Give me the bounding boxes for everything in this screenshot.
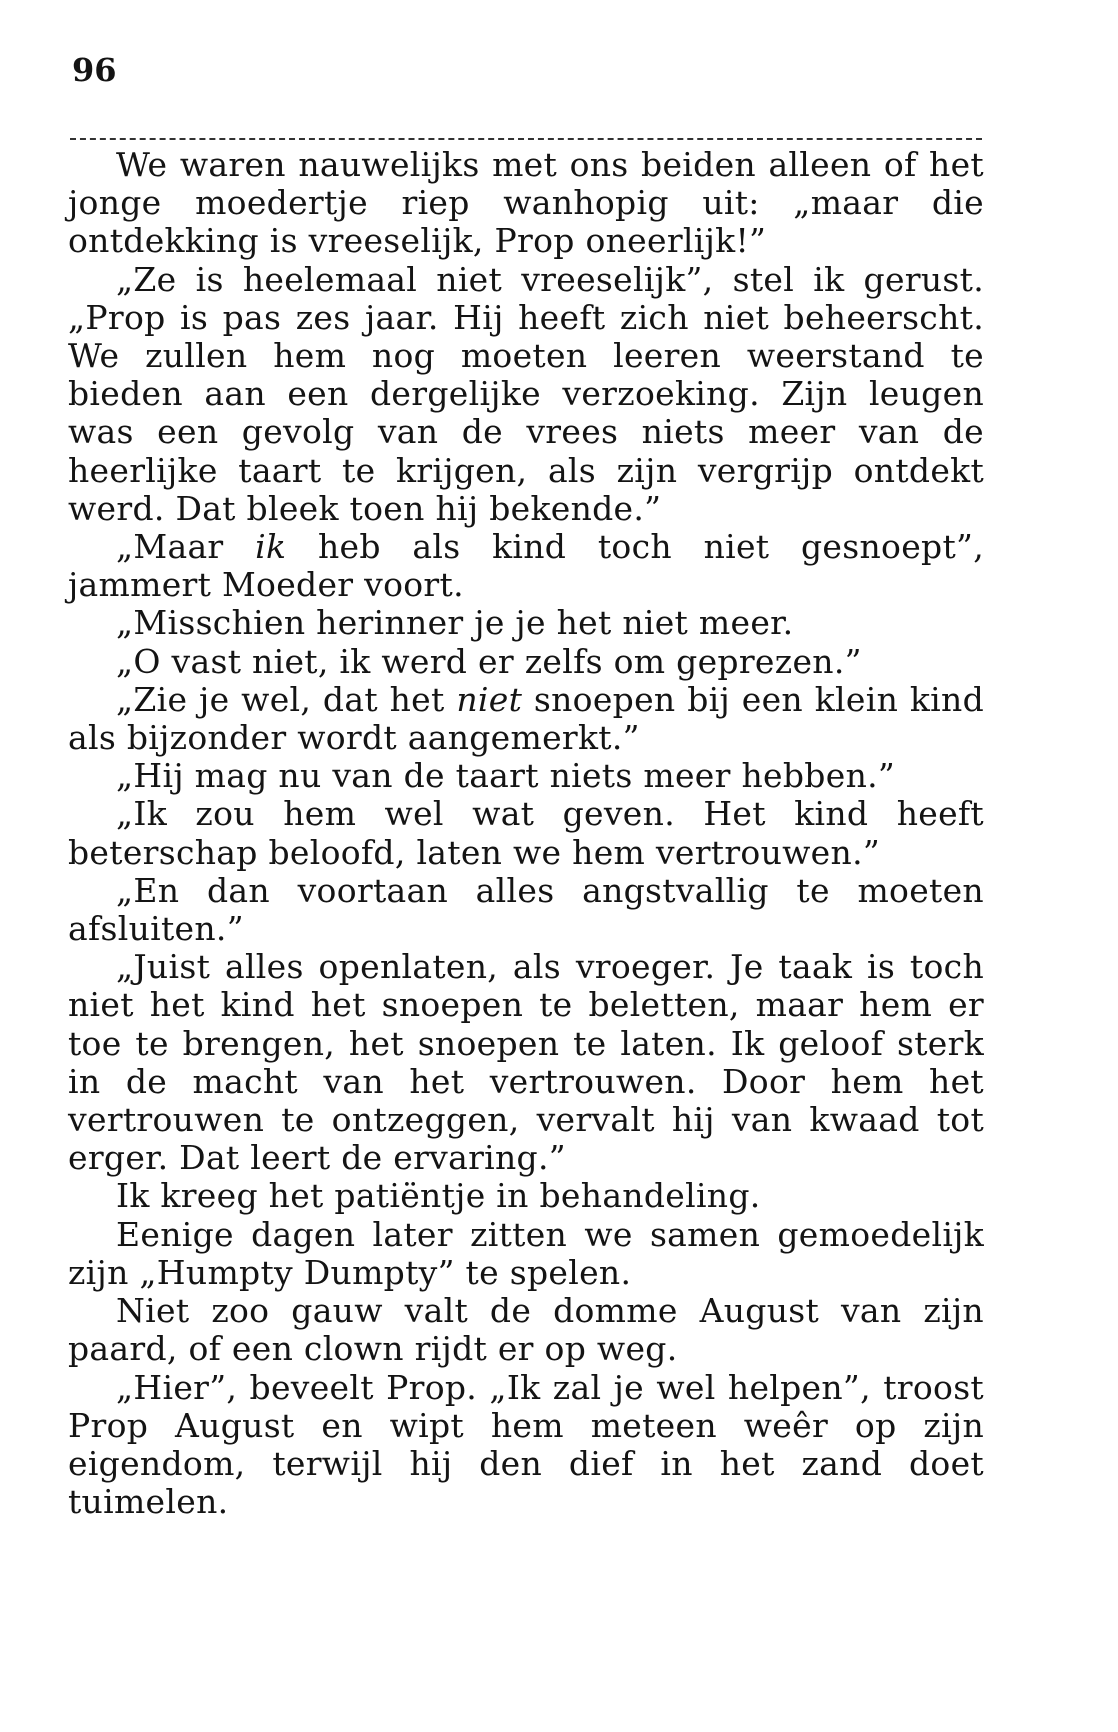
paragraph: „En dan voortaan alles angstvallig te moeten afsluiten.”	[68, 870, 984, 949]
text-run: „Maar	[116, 527, 256, 567]
paragraph	[68, 681, 984, 757]
text-run: snoepen bij een klein kind als bijzonder wordt aangemerkt.”	[68, 679, 984, 758]
text-run: „Zie je wel, dat het	[116, 679, 457, 719]
dashed-separator	[70, 138, 982, 140]
page-number: 96	[72, 51, 117, 89]
paragraph: Niet zoo gauw valt de domme August van zijn paard, of een clown rijdt er op weg.	[68, 1291, 984, 1369]
emphasis: ik	[255, 527, 287, 567]
emphasis: niet	[456, 679, 523, 719]
paragraph: „O vast niet, ik werd er zelfs om geprezen.”	[116, 641, 862, 681]
paragraph: „Juist alles openlaten, als vroeger. Je taak is toch niet het kind het snoepen te beletten, maar hem er toe te brengen, het snoepen te laten. Ik geloof sterk in de macht van het vertrouwen. Door hem het vertrouwen te ontzeggen, vervalt hij van kwaad tot erger. Dat leert de ervaring.”	[68, 947, 984, 1178]
paragraph: „Hier”, beveelt Prop. „Ik zal je wel helpen”, troost Prop August en wipt hem meteen weêr op zijn eigendom, terwijl hij den dief in het zand doet tuimelen.	[68, 1367, 984, 1522]
paragraph	[68, 528, 984, 604]
paragraph: We waren nauwelijks met ons beiden alleen of het jonge moedertje riep wanhopig uit: „maar die ontdekking is vreeselijk, Prop oneerlijk!”	[68, 145, 984, 261]
paragraph: Eenige dagen later zitten we samen gemoedelijk zijn „Humpty Dumpty” te spelen.	[68, 1214, 984, 1292]
paragraph: Ik kreeg het patiëntje in behandeling.	[116, 1176, 761, 1216]
paragraph: „Misschien herinner je je het niet meer.	[116, 603, 794, 643]
paragraph: „Ik zou hem wel wat geven. Het kind heeft beterschap beloofd, laten we hem vertrouwen.”	[68, 794, 984, 872]
body-text	[68, 146, 984, 1521]
paragraph: „Ze is heelemaal niet vreeselijk”, stel ik gerust. „Prop is pas zes jaar. Hij heeft zich niet beheerscht. We zullen hem nog moeten leeren weerstand te bieden aan een dergelijke verzoeking. Zijn leugen was een gevolg van de vrees niets meer van de heerlijke taart te krijgen, als zijn vergrijp ontdekt werd. Dat bleek toen hij bekende.”	[68, 259, 984, 528]
text-run: heb als kind toch niet gesnoept”, jammert Moeder voort.	[68, 527, 984, 605]
paragraph: „Hij mag nu van de taart niets meer hebben.”	[116, 756, 896, 796]
